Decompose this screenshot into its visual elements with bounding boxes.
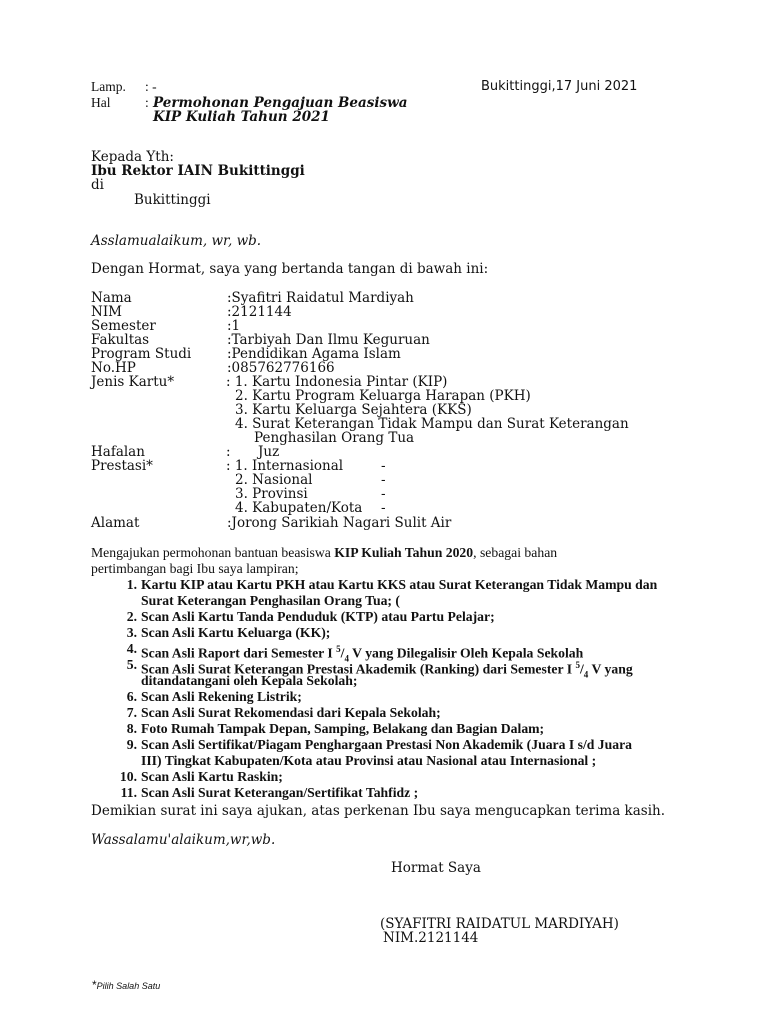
place-date: Bukittinggi,17 Juni 2021 (481, 79, 638, 94)
request-line-1 (91, 545, 557, 561)
prestasi-dash: - (381, 472, 386, 488)
kartu-option: 3. Kartu Keluarga Sejahtera (KKS) (235, 402, 472, 418)
request-program: KIP Kuliah Tahun 2020 (334, 545, 474, 560)
hp-value: :085762776166 (227, 360, 335, 376)
alamat-value: :Jorong Sarikiah Nagari Sulit Air (227, 515, 452, 531)
kartu-label: Jenis Kartu* (91, 374, 175, 390)
prestasi-option: 4. Kabupaten/Kota (235, 500, 363, 516)
footnote (92, 974, 160, 993)
alamat-label: Alamat (91, 515, 140, 531)
signature-nim: NIM.2121144 (383, 930, 479, 946)
request-paragraph (91, 545, 557, 577)
prestasi-dash: - (381, 500, 386, 516)
closing-text: Demikian surat ini saya ajukan, atas perkenan Ibu saya mengucapkan terima kasih. (91, 803, 666, 819)
prestasi-label: Prestasi* (91, 458, 153, 474)
prestasi-option: 2. Nasional (235, 472, 313, 488)
hafalan-colon: : (226, 444, 231, 460)
kartu-option-continuation: Penghasilan Orang Tua (254, 430, 415, 446)
intro-text: Dengan Hormat, saya yang bertanda tangan di bawah ini: (91, 261, 489, 277)
hal-label: Hal (91, 95, 111, 110)
semester-label: Semester (91, 318, 156, 334)
footnote-star: * (92, 978, 97, 992)
greeting: Asslamualaikum, wr, wb. (91, 233, 262, 249)
subject-line-1: Permohonan Pengajuan Beasiswa (153, 95, 408, 111)
hal-colon: : (145, 95, 149, 110)
kartu-option: 2. Kartu Program Keluarga Harapan (PKH) (235, 388, 531, 404)
subject-line-2: KIP Kuliah Tahun 2021 (153, 109, 330, 125)
signature-hormat: Hormat Saya (391, 860, 481, 876)
footnote-text: Pilih Salah Satu (96, 981, 161, 991)
request-line-2: pertimbangan bagi Ibu saya lampiran; (91, 561, 299, 576)
hafalan-label: Hafalan (91, 444, 145, 460)
recipient-name: Ibu Rektor IAIN Bukittinggi (91, 163, 305, 179)
prestasi-dash: - (381, 486, 386, 502)
kartu-option: : 1. Kartu Indonesia Pintar (KIP) (226, 374, 448, 390)
hafalan-value: Juz (258, 444, 280, 460)
request-text: Mengajukan permohonan bantuan beasiswa (91, 545, 335, 560)
prodi-label: Program Studi (91, 346, 192, 362)
lamp-label: Lamp. (91, 79, 126, 94)
nama-value: :Syafitri Raidatul Mardiyah (227, 290, 414, 306)
prestasi-option: : 1. Internasional (226, 458, 344, 474)
prestasi-option: 3. Provinsi (235, 486, 308, 502)
hp-label: No.HP (91, 360, 136, 376)
prestasi-dash: - (381, 458, 386, 474)
recipient-city: Bukittinggi (134, 192, 211, 208)
nim-value: :2121144 (227, 304, 292, 320)
prodi-value: :Pendidikan Agama Islam (227, 346, 401, 362)
recipient-di: di (91, 177, 104, 193)
fakultas-value: :Tarbiyah Dan Ilmu Keguruan (227, 332, 430, 348)
request-text-end: , sebagai bahan (473, 545, 558, 560)
semester-value: :1 (227, 318, 241, 334)
kepada-yth: Kepada Yth: (91, 149, 174, 165)
nim-label: NIM (91, 304, 122, 320)
signature-name: (SYAFITRI RAIDATUL MARDIYAH) (380, 916, 619, 932)
fakultas-label: Fakultas (91, 332, 150, 348)
lamp-value: : - (145, 79, 157, 94)
nama-label: Nama (91, 290, 132, 306)
farewell: Wassalamu'alaikum,wr,wb. (91, 832, 276, 848)
kartu-option: 4. Surat Keterangan Tidak Mampu dan Surat Keterangan (235, 416, 629, 432)
